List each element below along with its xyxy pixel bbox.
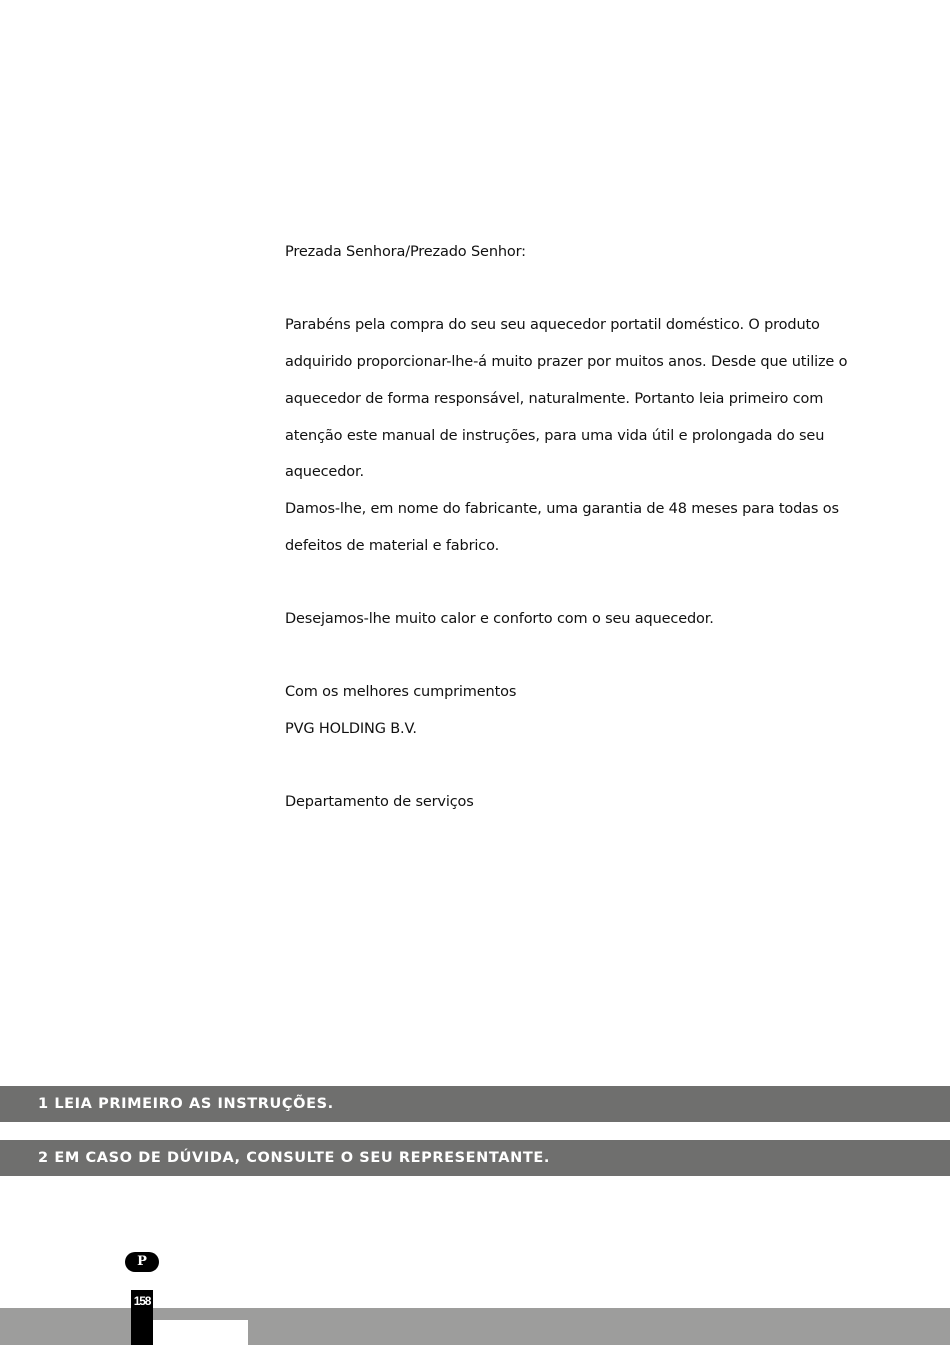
closing-line: Com os melhores cumprimentos	[285, 684, 517, 701]
paragraph-line: adquirido proporcionar-lhe-á muito prazer por muitos anos. Desde que utilize o	[285, 354, 848, 371]
language-badge: P	[125, 1252, 159, 1272]
paragraph-line: aquecedor de forma responsável, naturalmente. Portanto leia primeiro com	[285, 390, 824, 407]
spacer	[285, 638, 885, 675]
department-line: Departamento de serviços	[285, 794, 474, 811]
paragraph-line: Damos-lhe, em nome do fabricante, uma garantia de 48 meses para todas os	[285, 500, 839, 517]
paragraph-line: defeitos de material e fabrico.	[285, 537, 500, 554]
company-name: PVG HOLDING B.V.	[285, 721, 417, 738]
instruction-bar-2: 2 EM CASO DE DÚVIDA, CONSULTE O SEU REPRESENTANTE.	[0, 1140, 950, 1176]
letter-body	[285, 234, 885, 821]
footer-white-block	[152, 1320, 248, 1345]
page-number: 158	[133, 1294, 151, 1308]
paragraph-line: aquecedor.	[285, 464, 364, 481]
paragraph-line: Parabéns pela compra do seu seu aquecedor portatil doméstico. O produto	[285, 317, 820, 334]
spacer	[285, 748, 885, 785]
spacer	[285, 564, 885, 601]
wish-line: Desejamos-lhe muito calor e conforto com o seu aquecedor.	[285, 611, 714, 627]
instruction-bar-1: 1 LEIA PRIMEIRO AS INSTRUÇÕES.	[0, 1086, 950, 1122]
spacer	[285, 271, 885, 308]
salutation: Prezada Senhora/Prezado Senhor:	[285, 244, 526, 260]
paragraph-line: atenção este manual de instruções, para uma vida útil e prolongada do seu	[285, 427, 825, 444]
